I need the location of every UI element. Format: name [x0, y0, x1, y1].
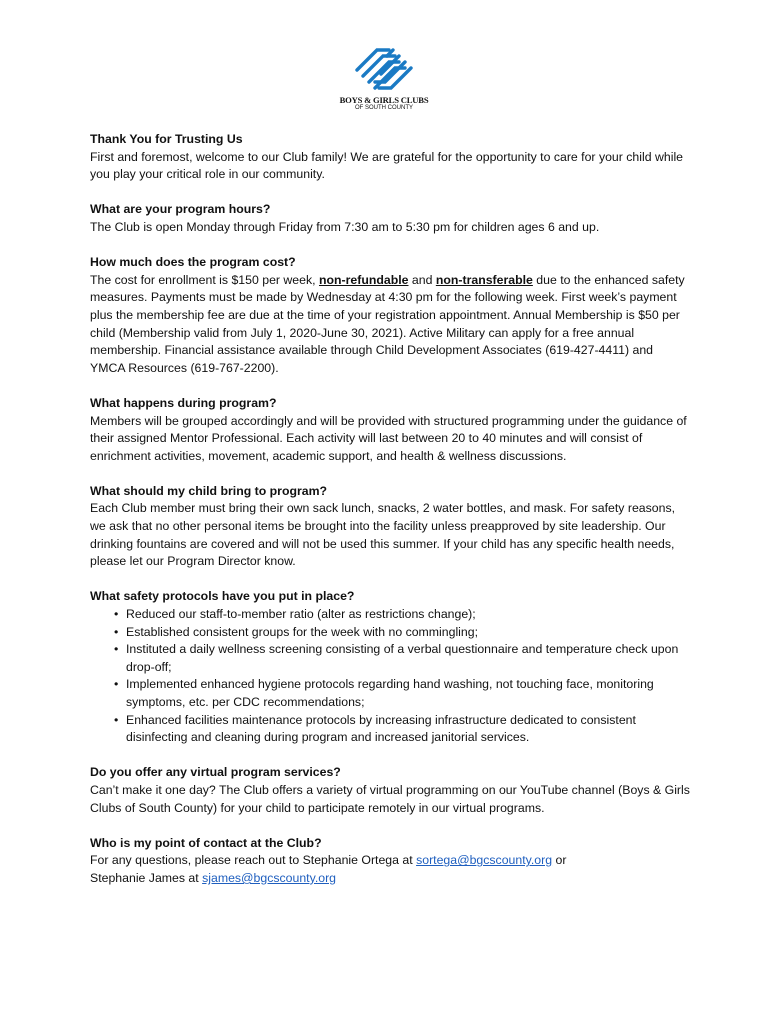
bullet-icon: • — [114, 677, 119, 692]
heading-thanks: Thank You for Trusting Us — [90, 132, 243, 146]
text-cost-part2: and — [408, 272, 436, 287]
bullet-icon: • — [114, 642, 119, 657]
contact-line2-text: Stephanie James at — [90, 870, 203, 885]
list-item-text: Enhanced facilities maintenance protocols by increasing infrastructure dedicated to consistent disinfecting and cleaning during program and increased janitorial services. — [126, 712, 636, 745]
section-thanks — [90, 131, 690, 184]
section-happens — [90, 395, 690, 465]
heading-hours: What are your program hours? — [90, 202, 271, 217]
list-item-text: Instituted a daily wellness screening consisting of a verbal questionnaire and temperature check upon drop-off; — [126, 642, 679, 674]
text-cost-part1: The cost for enrollment is $150 per week, — [90, 272, 319, 287]
heading-safety: What safety protocols have you put in place? — [90, 589, 355, 604]
list-item-text: Reduced our staff-to-member ratio (alter as restrictions change); — [126, 607, 476, 622]
email-link-james[interactable]: sjames@bgcscounty.org — [202, 870, 337, 885]
section-hours — [90, 201, 690, 236]
section-virtual — [90, 764, 690, 817]
email-link-ortega[interactable]: sortega@bgcscounty.org — [416, 853, 553, 868]
section-bring — [90, 483, 690, 571]
section-safety — [90, 588, 690, 746]
logo-org-subtitle: OF SOUTH COUNTY — [355, 105, 413, 111]
bullet-icon: • — [114, 624, 119, 639]
list-item — [114, 606, 690, 624]
contact-line1-text: For any questions, please reach out to Stephanie Ortega at — [90, 853, 417, 868]
club-logo — [326, 44, 442, 120]
text-thanks: First and foremost, welcome to our Club family! We are grateful for the opportunity to care for your child while you play your critical role in our community. — [90, 149, 684, 182]
heading-happens: What happens during program? — [90, 395, 277, 410]
heading-cost: How much does the program cost? — [90, 255, 296, 270]
clasped-hands-logo-icon — [351, 44, 417, 94]
list-item — [114, 641, 690, 676]
list-item — [114, 712, 690, 747]
non-refundable-label: non-refundable — [318, 272, 409, 287]
list-item — [114, 676, 690, 711]
safety-protocol-list — [90, 606, 690, 747]
contact-line1-after: or — [552, 853, 567, 868]
list-item-text: Implemented enhanced hygiene protocols regarding hand washing, not touching face, monitoring symptoms, etc. per CDC recommendations; — [126, 677, 654, 709]
non-transferable-label: non-transferable — [435, 272, 533, 287]
document-body — [90, 131, 690, 905]
bullet-icon: • — [114, 712, 119, 727]
list-item — [114, 624, 690, 642]
text-happens: Members will be grouped accordingly and will be provided with structured programming under the guidance of their assigned Mentor Professional. Each activity will last between 20 to 40 minutes and will consist of enrichment activities, movement, academic support, and health & wellness discussions. — [90, 413, 687, 463]
heading-bring: What should my child bring to program? — [90, 483, 328, 498]
logo-org-name: BOYS & GIRLS CLUBS — [339, 95, 429, 105]
section-contact — [90, 835, 690, 888]
text-contact-line1 — [90, 852, 690, 870]
text-contact-line2 — [90, 870, 690, 888]
text-bring: Each Club member must bring their own sack lunch, snacks, 2 water bottles, and mask. For safety reasons, we ask that no other personal items be brought into the facility unless preapproved by site leadership. Our drinking fountains are covered and will not be used this summer. If your child has any specific health needs, please let our Program Director know. — [90, 501, 676, 569]
text-cost-part3: due to the enhanced safety measures. Payments must be made by Wednesday at 4:30 pm for the following week. First week’s payment plus the membership fee are due at the time of your registration appointment. Annual Membership is $50 per child (Membership valid from July 1, 2020-June 30, 2021). Active Military can apply for a free annual membership. Financial assistance available through Child Development Associates (619-427-4411) and YMCA Resources (619-767-2200). — [90, 272, 685, 375]
text-virtual: Can’t make it one day? The Club offers a variety of virtual programming on our YouTube channel (Boys & Girls Clubs of South County) for your child to participate remotely in our virtual programs. — [90, 782, 690, 815]
bullet-icon: • — [114, 607, 119, 622]
heading-virtual: Do you offer any virtual program services? — [90, 765, 341, 780]
heading-contact: Who is my point of contact at the Club? — [90, 835, 322, 850]
text-hours: The Club is open Monday through Friday from 7:30 am to 5:30 pm for children ages 6 and up. — [90, 219, 600, 234]
section-cost — [90, 254, 690, 377]
list-item-text: Established consistent groups for the week with no commingling; — [126, 624, 479, 639]
text-cost — [90, 272, 690, 378]
